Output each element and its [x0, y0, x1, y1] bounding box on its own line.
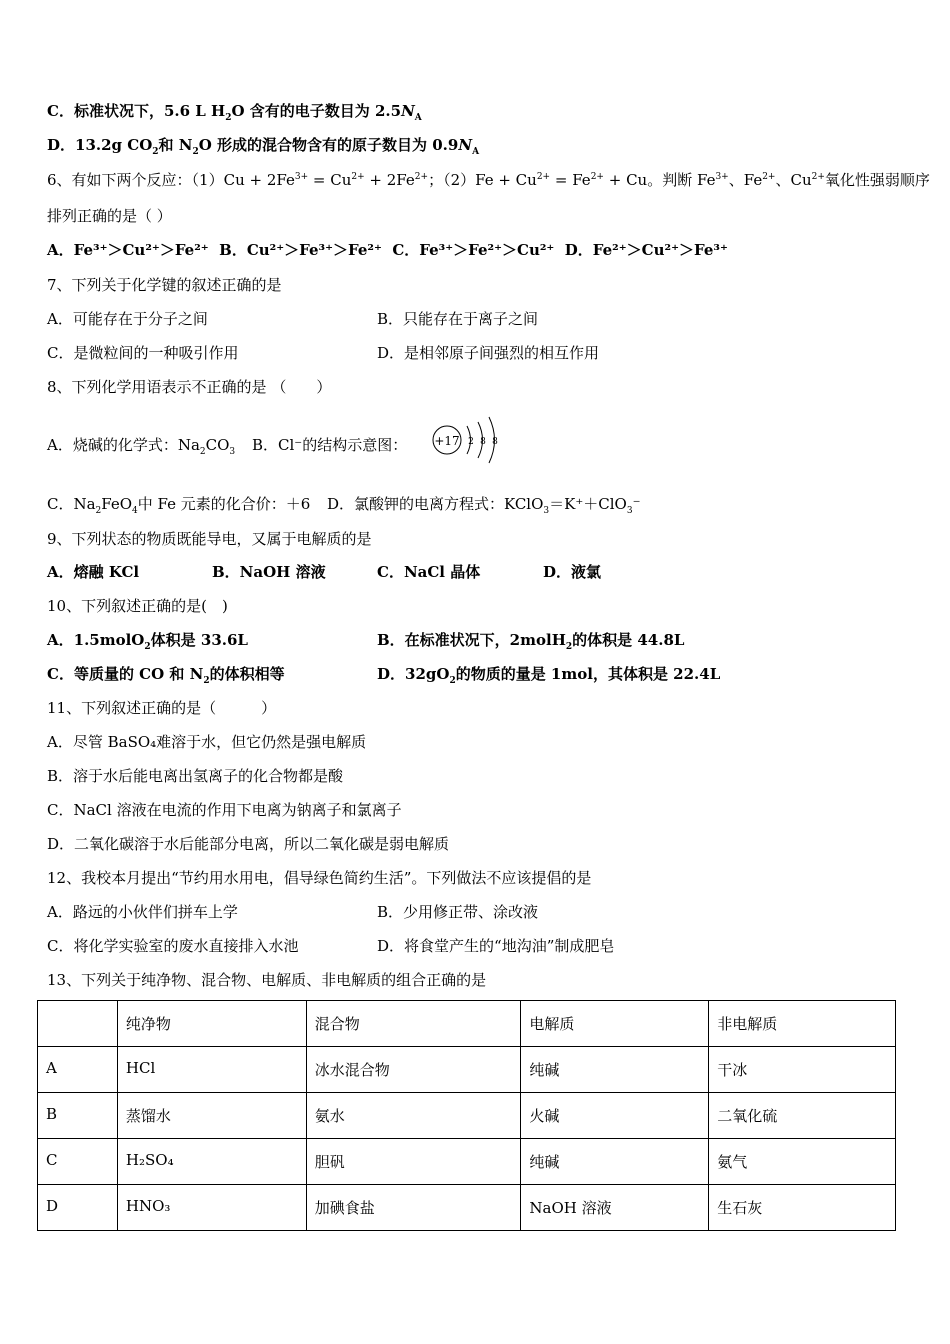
table-header-cell: 电解质	[521, 1001, 709, 1047]
table-header-cell: 混合物	[306, 1001, 521, 1047]
table-cell: 干冰	[709, 1047, 896, 1093]
q11-option-b: B．溶于水后能电离出氢离子的化合物都是酸	[47, 767, 344, 785]
q8-option-b: B．Cl⁻的结构示意图：	[252, 436, 408, 454]
table-cell: A	[38, 1047, 118, 1093]
table-cell: D	[38, 1185, 118, 1231]
q10-option-a: A．1.5molO$_2$体积是 33.6L	[47, 631, 248, 652]
q9-option-b: B．NaOH 溶液	[212, 563, 326, 581]
table-row	[38, 1139, 896, 1185]
shell-electrons-3: 8	[492, 437, 498, 447]
q12-option-a: A．路远的小伙伴们拼车上学	[47, 903, 238, 921]
table-cell: 纯碱	[521, 1139, 709, 1185]
table-cell: C	[38, 1139, 118, 1185]
q5-option-c: C．标准状况下，5.6 L $H_2O$ 含有的电子数目为 $2.5N_A$	[47, 102, 422, 123]
q9-stem: 9、下列状态的物质既能导电，又属于电解质的是	[47, 530, 372, 548]
q11-option-d: D．二氧化碳溶于水后能部分电离，所以二氧化碳是弱电解质	[47, 835, 450, 853]
q12-option-d: D．将食堂产生的“地沟油”制成肥皂	[377, 937, 615, 955]
q6-option-b: B．Cu²⁺＞Fe³⁺＞Fe²⁺	[219, 241, 382, 259]
q10-option-d: D．$32gO_2$的物质的量是 1mol，其体积是 22.4L	[377, 665, 721, 686]
q13-stem: 13、下列关于纯净物、混合物、电解质、非电解质的组合正确的是	[47, 971, 487, 989]
table-cell: 胆矾	[306, 1139, 521, 1185]
q12-option-b: B．少用修正带、涂改液	[377, 903, 539, 921]
shell-electrons-2: 8	[480, 437, 486, 447]
q7-option-d: D．是相邻原子间强烈的相互作用	[377, 344, 600, 362]
q10-option-b: B．在标准状况下，2molH$_2$的体积是 44.8L	[377, 631, 685, 652]
q6-option-d: D．Fe²⁺＞Cu²⁺＞Fe³⁺	[564, 241, 728, 259]
table-cell: 氨水	[306, 1093, 521, 1139]
table-cell: HNO₃	[117, 1185, 306, 1231]
table-header-cell: 纯净物	[117, 1001, 306, 1047]
q13-table	[37, 1000, 896, 1231]
q8-option-a: A．烧碱的化学式：$Na_2CO_3$	[47, 436, 236, 457]
q7-option-b: B．只能存在于离子之间	[377, 310, 539, 328]
table-cell: B	[38, 1093, 118, 1139]
table-cell: NaOH 溶液	[521, 1185, 709, 1231]
table-header-cell: 非电解质	[709, 1001, 896, 1047]
q6-options	[47, 240, 728, 260]
q10-option-c: C．等质量的 CO 和 $N_2$的体积相等	[47, 665, 285, 686]
table-cell: H₂SO₄	[117, 1139, 306, 1185]
q11-option-c: C．NaCl 溶液在电流的作用下电离为钠离子和氯离子	[47, 801, 402, 819]
q9-option-c: C．NaCl 晶体	[377, 563, 481, 581]
q12-stem: 12、我校本月提出“节约用水用电，倡导绿色简约生活”。下列做法不应该提倡的是	[47, 869, 592, 887]
table-row	[38, 1185, 896, 1231]
table-cell: 火碱	[521, 1093, 709, 1139]
table-cell: 氨气	[709, 1139, 896, 1185]
table-cell: 冰水混合物	[306, 1047, 521, 1093]
q11-option-a: A．尽管 BaSO₄难溶于水，但它仍然是强电解质	[47, 733, 367, 751]
q11-stem: 11、下列叙述正确的是（ ）	[47, 699, 277, 717]
q6-option-c: C．Fe³⁺＞Fe²⁺＞Cu²⁺	[392, 241, 555, 259]
q6-stem-line1: 6、有如下两个反应：$(1)Cu + 2Fe^{3+} = Cu^{2+} + 2Fe^{2+}$；$(2)Fe + Cu^{2+} = Fe^{2+} + Cu$。判断 $Fe^{3+}$、$Fe^{2+}$、$Cu^{2+}$氧化性强弱顺序	[47, 171, 930, 189]
q9-option-d: D．液氯	[543, 563, 602, 581]
table-header-row	[38, 1001, 896, 1047]
table-row	[38, 1047, 896, 1093]
table-header-cell	[38, 1001, 118, 1047]
nucleus-charge: +17	[434, 434, 460, 448]
q7-stem: 7、下列关于化学键的叙述正确的是	[47, 276, 282, 294]
table-cell: 纯碱	[521, 1047, 709, 1093]
shell-electrons-1: 2	[468, 437, 474, 447]
q8-option-d: D．氯酸钾的电离方程式：KClO$_3$＝K⁺＋ClO$_3$⁻	[327, 495, 641, 516]
q6-option-a: A．Fe³⁺＞Cu²⁺＞Fe²⁺	[47, 241, 209, 259]
table-cell: HCl	[117, 1047, 306, 1093]
q8-option-c: C．$Na_2FeO_4$中 Fe 元素的化合价：＋6	[47, 495, 311, 516]
q7-option-a: A．可能存在于分子之间	[47, 310, 208, 328]
q7-option-c: C．是微粒间的一种吸引作用	[47, 344, 239, 362]
q10-stem: 10、下列叙述正确的是( )	[47, 597, 228, 615]
table-cell: 二氧化硫	[709, 1093, 896, 1139]
q5-option-d: D．13.2g $CO_2$和 $N_2O$ 形成的混合物含有的原子数目为 $0.9N_A$	[47, 136, 480, 157]
q8-stem: 8、下列化学用语表示不正确的是 （ ）	[47, 378, 332, 396]
table-cell: 加碘食盐	[306, 1185, 521, 1231]
q6-stem-line2: 排列正确的是（ ）	[47, 207, 172, 225]
table-cell: 蒸馏水	[117, 1093, 306, 1139]
q12-option-c: C．将化学实验室的废水直接排入水池	[47, 937, 299, 955]
q9-option-a: A．熔融 KCl	[47, 563, 140, 581]
table-cell: 生石灰	[709, 1185, 896, 1231]
chloride-shell-diagram	[430, 414, 506, 466]
table-row	[38, 1093, 896, 1139]
